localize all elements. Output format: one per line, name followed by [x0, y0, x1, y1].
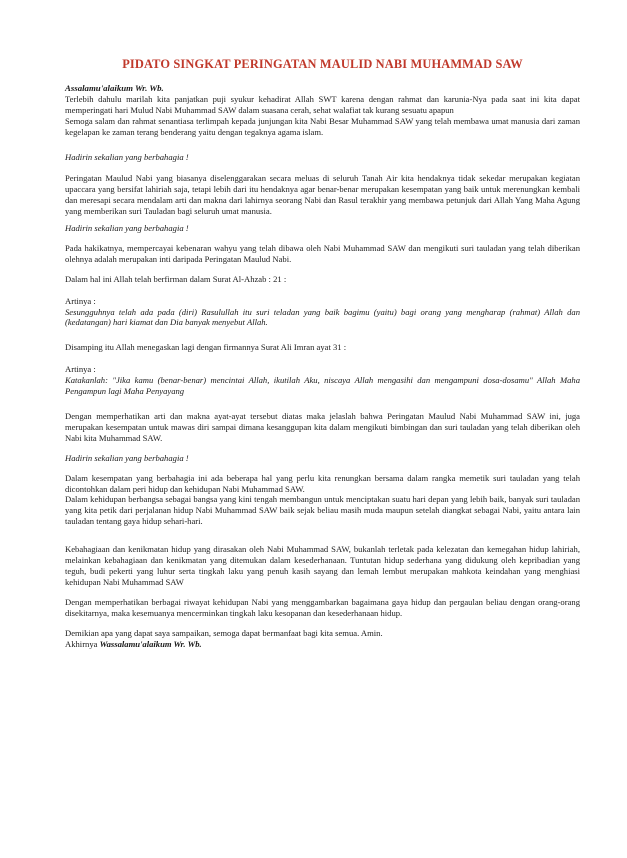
translation-block-2 — [65, 364, 580, 397]
opening-greeting: Assalamu'alaikum Wr. Wb. — [65, 82, 164, 93]
translation-text-2: Katakanlah: "Jika kamu (benar-benar) mencintai Allah, ikutilah Aku, niscaya Allah mengasihi dan mengampuni dosa-dosamu" Allah Maha Pengampun lagi Maha Penyayang — [65, 375, 580, 397]
spacer — [65, 588, 580, 597]
translation-label-2: Artinya : — [65, 364, 96, 375]
quran-reference-ali-imran: Disamping itu Allah menegaskan lagi dengan firmannya Surat Ali Imran ayat 31 : — [65, 342, 347, 353]
paragraph-7: Dengan memperhatikan arti dan makna ayat-ayat tersebut diatas maka jelaslah bahwa Peringatan Maulud Nabi Muhammad SAW ini, juga merupakan kesempatan untuk mawas diri sampai dimana kesanggupan kita dalam mengikuti bimbingan dan suri tauladan yang telah diberikan oleh Nabi kita Muhammad SAW. — [65, 411, 580, 443]
body-block-8-9 — [65, 473, 580, 528]
audience-address-3: Hadirin sekalian yang berbahagia ! — [65, 452, 189, 463]
paragraph-2: Semoga salam dan rahmat senantiasa terlimpah kepada junjungan kita Nabi Besar Muhammad SAW yang telah membawa umat manusia dari zaman kegelapan ke zaman terang benderang yaitu dengan tegaknya agama islam. — [65, 115, 580, 137]
spacer — [65, 265, 580, 274]
paragraph-11: Dengan memperhatikan berbagai riwayat kehidupan Nabi yang menggambarkan bagaimana gaya hidup dan pergaulan beliau dengan orang-orang disekitarnya, maka kesemuanya mencerminkan tingkah laku kesopanan dan kesederhanaan hidup. — [65, 596, 580, 618]
page-title: PIDATO SINGKAT PERINGATAN MAULID NABI MUHAMMAD SAW — [122, 57, 523, 71]
spacer — [65, 353, 580, 364]
spacer — [65, 535, 580, 544]
paragraph-12: Demikian apa yang dapat saya sampaikan, semoga dapat bermanfaat bagi kita semua. Amin. — [65, 627, 383, 638]
paragraph-10: Kebahagiaan dan kenikmatan hidup yang dirasakan oleh Nabi Muhammad SAW, bukanlah terletak pada kelezatan dan kemegahan hidup lahiriah, melainkan kebahagiaan dan kenikmatan yang ditemukan dalam kesederhanaan. Tuntutan hidup sederhana yang didukung oleh kepribadian yang teguh, budi pekerti yang luhur serta tingkah laku yang penuh kasih sayang dan lemah lembut merupakan mahkota keindahan yang menghiasi kehidupan Nabi Muhammad SAW — [65, 544, 580, 587]
spacer — [65, 162, 580, 173]
paragraph-1: Terlebih dahulu marilah kita panjatkan puji syukur kehadirat Allah SWT karena dengan rahmat dan karunia-Nya pada saat ini kita dapat memperingati hari Mulud Nabi Muhammad SAW dalam suasana cerah, sehat walafiat tak kurang sesuatu apapun — [65, 93, 580, 115]
opening-greeting-block — [65, 83, 580, 138]
paragraph-8: Dalam kesempatan yang berbahagia ini ada beberapa hal yang perlu kita renungkan bersama dalam rangka memetik suri tauladan yang telah dicontohkan dalam peri hidup dan kehidupan Nabi Muhammad SAW. — [65, 472, 580, 494]
closing-greeting-line — [65, 639, 580, 650]
paragraph-9: Dalam kehidupan berbangsa sebagai bangsa yang kini tengah membangun untuk menciptakan suatu hari depan yang lebih baik, banyak suri tauladan yang kita petik dari perjalanan hidup Nabi Muhammad SAW baik sejak beliau masih muda maupun setelah diangkat sebagai Nabi, yaitu antara lain tauladan tentang gaya hidup sehari-hari. — [65, 494, 580, 527]
closing-block — [65, 628, 580, 650]
spacer — [65, 285, 580, 296]
translation-label-1: Artinya : — [65, 295, 96, 306]
audience-address-1: Hadirin sekalian yang berbahagia ! — [65, 151, 189, 162]
closing-greeting: Wassalamu'alaikum Wr. Wb. — [99, 638, 202, 649]
audience-address-2: Hadirin sekalian yang berbahagia ! — [65, 223, 189, 234]
spacer — [65, 619, 580, 628]
spacer — [65, 464, 580, 473]
spacer — [65, 444, 580, 453]
paragraph-3: Peringatan Maulud Nabi yang biasanya diselenggarakan secara meluas di seluruh Tanah Air kita hendaknya tidak sekedar merupakan kegiatan upaccara yang bersifat lahiriah saja, tetapi lebih dari itu hendaknya agar benar-benar merupakan kesempatan yang baik untuk merenungkan kembali dan meresapi secara mendalam arti dan makna dari lahirnya seorang Nabi dan Rasul terakhir yang membawa petunjuk dari Allah Yang Maha Agung yang memberikan suri Tauladan bagi seluruh umat manusia. — [65, 173, 580, 217]
quran-reference-al-ahzab: Dalam hal ini Allah telah berfirman dalam Surat Al-Ahzab : 21 : — [65, 273, 287, 284]
translation-text-1: Sesungguhnya telah ada pada (diri) Rasulullah itu suri teladan yang baik bagimu (yaitu) bagi orang yang mengharap (rahmat) Allah dan (kedatangan) hari kiamat dan Dia banyak menyebut Allah. — [65, 306, 580, 328]
closing-prefix: Akhirnya — [65, 638, 100, 649]
paragraph-4: Pada hakikatnya, mempercayai kebenaran wahyu yang telah dibawa oleh Nabi Muhammad SAW dan mengikuti suri tauladan yang telah diberikan olehnya adalah merupakan inti daripada Peringatan Maulud Nabi. — [65, 242, 580, 264]
translation-block-1 — [65, 296, 580, 329]
spacer — [65, 234, 580, 243]
